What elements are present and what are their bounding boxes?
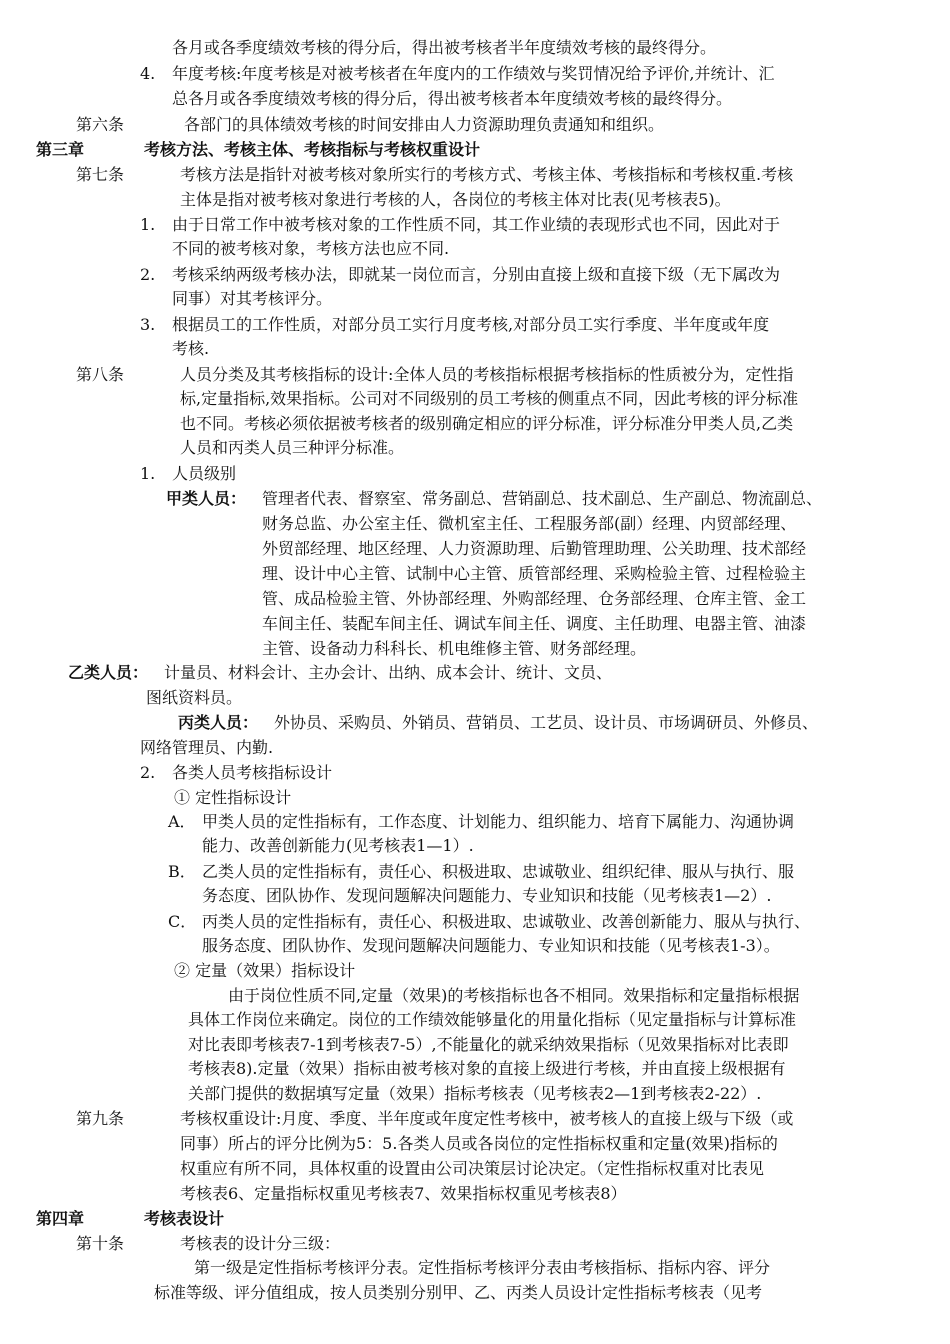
- text-line: 也不同。考核必须依据被考核者的级别确定相应的评分标准，评分标准分甲类人员,乙类: [180, 414, 794, 433]
- article-number: 第八条: [76, 365, 125, 384]
- text-line: 各月或各季度绩效考核的得分后，得出被考核者半年度绩效考核的最终得分。: [172, 38, 717, 57]
- text-line: 管、成品检验主管、外协部经理、外购部经理、仓务部经理、仓库主管、金工: [262, 589, 807, 608]
- text-line: 能力、改善创新能力(见考核表1—1）.: [202, 836, 474, 855]
- text-line: 不同的被考核对象，考核方法也应不同.: [172, 239, 450, 258]
- text-line: 考核表8).定量（效果）指标由被考核对象的直接上级进行考核，并由直接上级根据有: [188, 1059, 786, 1078]
- list-number: 2.: [140, 763, 156, 782]
- text-line: 考核权重设计:月度、季度、半年度或年度定性考核中，被考核人的直接上级与下级（或: [180, 1109, 794, 1128]
- text-line: 丙类人员的定性指标有，责任心、积极进取、忠诚敬业、改善创新能力、服从与执行、: [202, 912, 811, 931]
- text-line: 标准等级、评分值组成，按人员类别分别甲、乙、丙类人员设计定性指标考核表（见考: [154, 1283, 763, 1302]
- text-line: 理、设计中心主管、试制中心主管、质管部经理、采购检验主管、过程检验主: [262, 564, 807, 583]
- list-number: 3.: [140, 315, 156, 334]
- text-line: 同事）对其考核评分。: [172, 289, 333, 308]
- chapter-number: 第四章: [36, 1209, 85, 1228]
- text-line: 由于日常工作中被考核对象的工作性质不同，其工作业绩的表现形式也不同，因此对于: [172, 215, 781, 234]
- text-line: 第一级是定性指标考核评分表。定性指标考核评分表由考核指标、指标内容、评分: [194, 1258, 771, 1277]
- text-line: 甲类人员的定性指标有，工作态度、计划能力、组织能力、培育下属能力、沟通协调: [202, 812, 795, 831]
- list-number: 1.: [140, 464, 156, 483]
- list-letter: A．: [168, 812, 196, 831]
- list-number: 1.: [140, 215, 156, 234]
- text-line: 主管、设备动力科科长、机电维修主管、财务部经理。: [262, 639, 647, 658]
- text-line: 主体是指对被考核对象进行考核的人，各岗位的考核主体对比表(见考核表5)。: [180, 190, 731, 209]
- text-line: 权重应有所不同，具体权重的设置由公司决策层讨论决定。（定性指标权重对比表见: [180, 1159, 765, 1178]
- text-line: 财务总监、办公室主任、微机室主任、工程服务部(副）经理、内贸部经理、: [262, 514, 797, 533]
- text-line: 务态度、团队协作、发现问题解决问题能力、专业知识和技能（见考核表1—2）.: [202, 886, 772, 905]
- text-line: 图纸资料员。: [146, 688, 243, 707]
- text-line: 各部门的具体绩效考核的时间安排由人力资源助理负责通知和组织。: [184, 115, 665, 134]
- text-line: 乙类人员的定性指标有，责任心、积极进取、忠诚敬业、组织纪律、服从与执行、服: [202, 862, 795, 881]
- text-line: 网络管理员、内勤.: [140, 738, 274, 757]
- text-line: 由于岗位性质不同,定量（效果)的考核指标也各不相同。效果指标和定量指标根据: [228, 986, 800, 1005]
- chapter-number: 第三章: [36, 140, 85, 159]
- chapter-title: 考核方法、考核主体、考核指标与考核权重设计: [144, 140, 481, 159]
- text-line: 对比表即考核表7-1到考核表7-5）,不能量化的就采纳效果指标（见效果指标对比表即: [188, 1035, 789, 1054]
- subsection-title: ① 定性指标设计: [174, 788, 292, 807]
- text-line: 外贸部经理、地区经理、人力资源助理、后勤管理助理、公关助理、技术部经: [262, 539, 807, 558]
- chapter-title: 考核表设计: [144, 1209, 225, 1228]
- text-line: 车间主任、装配车间主任、调试车间主任、调度、主任助理、电器主管、油漆: [262, 614, 807, 633]
- list-number: 4.: [140, 64, 156, 83]
- text-line: 考核表的设计分三级：: [180, 1234, 341, 1253]
- text-line: 根据员工的工作性质，对部分员工实行月度考核,对部分员工实行季度、半年度或年度: [172, 315, 770, 334]
- category-label: 乙类人员：: [68, 663, 149, 682]
- article-number: 第七条: [76, 165, 125, 184]
- text-line: 计量员、材料会计、主办会计、出纳、成本会计、统计、文员、: [164, 663, 613, 682]
- text-line: 关部门提供的数据填写定量（效果）指标考核表（见考核表2—1到考核表2-22）.: [188, 1084, 762, 1103]
- list-letter: B．: [168, 862, 196, 881]
- text-line: 管理者代表、督察室、常务副总、营销副总、技术副总、生产副总、物流副总、: [262, 489, 823, 508]
- text-line: 人员分类及其考核指标的设计:全体人员的考核指标根据考核指标的性质被分为，定性指: [180, 365, 794, 384]
- article-number: 第六条: [76, 115, 125, 134]
- category-label: 丙类人员：: [178, 713, 259, 732]
- list-number: 2.: [140, 265, 156, 284]
- text-line: 总各月或各季度绩效考核的得分后，得出被考核者本年度绩效考核的最终得分。: [172, 89, 733, 108]
- text-line: 考核采纳两级考核办法，即就某一岗位而言，分别由直接上级和直接下级（无下属改为: [172, 265, 781, 284]
- list-letter: C．: [168, 912, 197, 931]
- text-line: 外协员、采购员、外销员、营销员、工艺员、设计员、市场调研员、外修员、: [274, 713, 819, 732]
- text-line: 服务态度、团队协作、发现问题解决问题能力、专业知识和技能（见考核表1-3）。: [202, 936, 780, 955]
- text-line: 考核方法是指针对被考核对象所实行的考核方式、考核主体、考核指标和考核权重.考核: [180, 165, 794, 184]
- article-number: 第十条: [76, 1234, 125, 1253]
- text-line: 具体工作岗位来确定。岗位的工作绩效能够量化的用量化指标（见定量指标与计算标准: [188, 1010, 797, 1029]
- text-line: 标,定量指标,效果指标。公司对不同级别的员工考核的侧重点不同，因此考核的评分标准: [180, 389, 799, 408]
- text-line: 考核表6、定量指标权重见考核表7、效果指标权重见考核表8）: [180, 1184, 627, 1203]
- category-label: 甲类人员：: [166, 489, 247, 508]
- article-number: 第九条: [76, 1109, 125, 1128]
- text-line: 人员级别: [172, 464, 237, 483]
- subsection-title: ② 定量（效果）指标设计: [174, 961, 356, 980]
- text-line: 考核.: [172, 339, 210, 358]
- text-line: 人员和丙类人员三种评分标准。: [180, 438, 405, 457]
- text-line: 各类人员考核指标设计: [172, 763, 333, 782]
- text-line: 年度考核:年度考核是对被考核者在年度内的工作绩效与奖罚情况给予评价,并统计、汇: [172, 64, 775, 83]
- text-line: 同事）所占的评分比例为5：5.各类人员或各岗位的定性指标权重和定量(效果)指标的: [180, 1134, 778, 1153]
